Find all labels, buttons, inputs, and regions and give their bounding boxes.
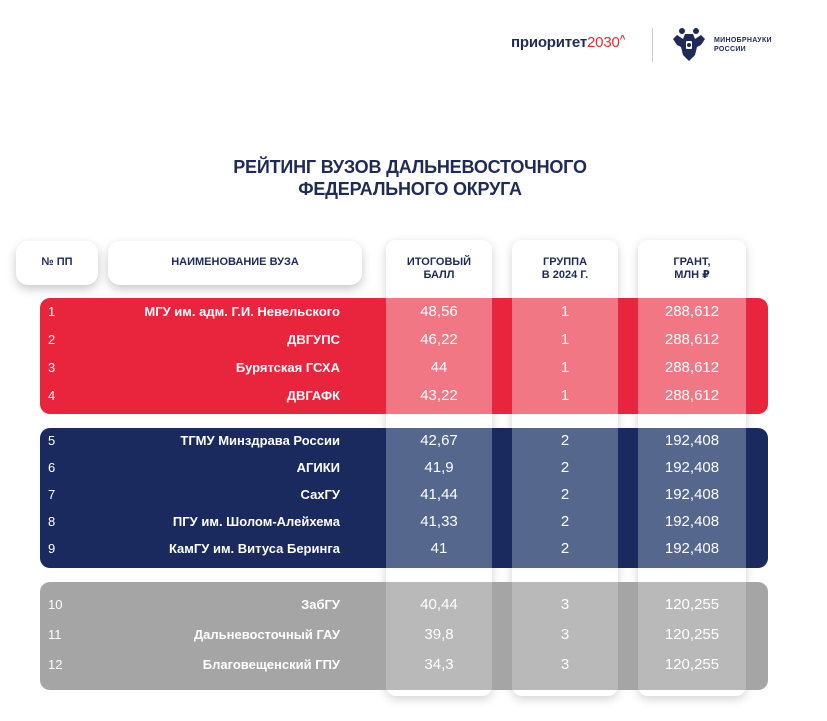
final-score: 43,22 (420, 387, 458, 404)
row-number: 9 (48, 541, 56, 556)
final-score: 41,9 (424, 459, 454, 476)
row-number: 11 (48, 627, 62, 642)
grant-amount: 192,408 (664, 513, 720, 530)
grant-amount: 288,612 (664, 359, 720, 376)
header-group-line-1: ГРУППА (542, 256, 588, 268)
grant-amount: 192,408 (664, 486, 720, 503)
row-number: 5 (48, 433, 56, 448)
row-number: 10 (48, 597, 63, 612)
group-2024: 2 (560, 540, 570, 557)
group-2024: 1 (560, 359, 570, 376)
priority-2030-logo (511, 34, 625, 51)
row-number: 6 (48, 460, 56, 475)
final-score: 44 (430, 359, 448, 376)
header-grant-line-2: МЛН ₽ (674, 269, 710, 281)
title-line-2: ФЕДЕРАЛЬНОГО ОКРУГА (298, 179, 522, 199)
university-name: ЗабГУ (301, 597, 340, 612)
header-name: НАИМЕНОВАНИЕ ВУЗА (171, 256, 299, 268)
row-number: 2 (48, 332, 56, 347)
logo-main-text: приоритет (511, 34, 588, 51)
final-score: 48,56 (420, 303, 458, 320)
grant-amount: 288,612 (664, 303, 720, 320)
group-2024: 3 (560, 656, 570, 673)
university-name: АГИКИ (296, 460, 340, 475)
final-score: 34,3 (424, 656, 454, 673)
logo-mark: ^ (619, 34, 626, 45)
university-name: ПГУ им. Шолом-Алейхема (172, 514, 340, 529)
group-2024: 1 (560, 387, 570, 404)
row-number: 7 (48, 487, 56, 502)
grant-amount: 192,408 (664, 540, 720, 557)
final-score: 46,22 (420, 331, 458, 348)
group-2024: 2 (560, 459, 570, 476)
group-2024: 2 (560, 432, 570, 449)
university-name: ТГМУ Минздрава России (180, 433, 340, 448)
row-number: 1 (48, 304, 56, 319)
ministry-logo-text (714, 36, 772, 54)
group-2024: 3 (560, 596, 570, 613)
group-2024: 1 (560, 303, 570, 320)
university-name: Благовещенский ГПУ (202, 657, 340, 672)
ministry-line-1: МИНОБРНАУКИ (714, 37, 772, 44)
final-score: 41 (430, 540, 448, 557)
header-group (512, 256, 618, 282)
grant-amount: 288,612 (664, 387, 720, 404)
header-score-line-2: БАЛЛ (423, 269, 455, 281)
group-2024: 2 (560, 513, 570, 530)
grant-amount: 120,255 (664, 656, 720, 673)
university-name: КамГУ им. Витуса Беринга (168, 541, 340, 556)
final-score: 40,44 (420, 596, 458, 613)
row-number: 12 (48, 657, 63, 672)
university-name: МГУ им. адм. Г.И. Невельского (144, 304, 340, 319)
row-number: 8 (48, 514, 56, 529)
row-number: 4 (48, 388, 56, 403)
header-group-line-2: В 2024 Г. (541, 269, 589, 281)
header-score (386, 256, 492, 282)
grant-amount: 120,255 (664, 626, 720, 643)
logo-year-text: 2030 (587, 34, 620, 51)
grant-amount: 192,408 (664, 459, 720, 476)
university-name: ДВГУПС (287, 332, 340, 347)
group-2024: 2 (560, 486, 570, 503)
final-score: 42,67 (420, 432, 458, 449)
header-grant (638, 256, 746, 282)
group-2024: 3 (560, 626, 570, 643)
university-name: ДВГАФК (286, 388, 340, 403)
header-grant-line-1: ГРАНТ, (673, 256, 711, 268)
final-score: 39,8 (424, 626, 454, 643)
university-name: Бурятская ГСХА (235, 360, 340, 375)
ministry-line-2: РОССИИ (714, 46, 746, 53)
university-name: СахГУ (300, 487, 340, 502)
grant-amount: 192,408 (664, 432, 720, 449)
group-2024: 1 (560, 331, 570, 348)
title-line-1: РЕЙТИНГ ВУЗОВ ДАЛЬНЕВОСТОЧНОГО (233, 157, 587, 177)
university-name: Дальневосточный ГАУ (193, 627, 340, 642)
grant-amount: 288,612 (664, 331, 720, 348)
grant-amount: 120,255 (664, 596, 720, 613)
double-headed-eagle-icon (671, 25, 707, 65)
header-score-line-1: ИТОГОВЫЙ (406, 256, 472, 268)
logo-divider (652, 28, 653, 62)
final-score: 41,33 (420, 513, 458, 530)
row-number: 3 (48, 360, 56, 375)
page-title (150, 156, 670, 200)
final-score: 41,44 (420, 486, 458, 503)
header-num: № ПП (41, 256, 73, 268)
